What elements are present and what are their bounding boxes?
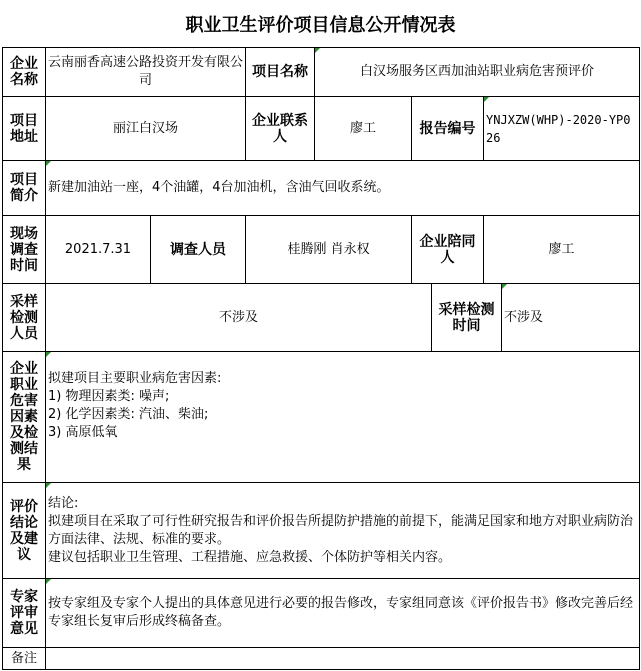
intro-label: 项目简介: [3, 161, 46, 216]
review-value: 按专家组及专家个人提出的具体意见进行必要的报告修改，专家组同意该《评价报告书》修改完善后经专家组长复审后形成终稿备查。: [46, 579, 640, 648]
conclusion-line: 建议包括职业卫生管理、工程措施、应急救援、个体防护等相关内容。: [48, 549, 452, 565]
review-label: 专家评审意见: [3, 579, 46, 648]
hazards-value: [46, 352, 640, 483]
remarks-label: 备注: [3, 648, 46, 670]
remarks-value: [46, 648, 640, 670]
company-value: 云南丽香高速公路投资开发有限公司: [46, 48, 246, 97]
contact-value: 廖工: [315, 97, 412, 161]
hazards-line: 拟建项目主要职业病危害因素:: [48, 371, 222, 386]
address-value: 丽江白汉场: [46, 97, 246, 161]
survey-staff-value: 桂腾刚 肖永权: [246, 216, 412, 284]
conclusion-line: 拟建项目在采取了可行性研究报告和评价报告所提防护措施的前提下，能满足国家和地方对职业病防治方面法律、法规、标准的要求。: [48, 513, 634, 547]
hazards-label: 企业职业危害因素及检测结果: [3, 352, 46, 483]
sampling-time-value: 不涉及: [502, 284, 640, 352]
hazards-line: 1) 物理因素类: 噪声;: [48, 389, 170, 404]
project-name-label: 项目名称: [246, 48, 315, 97]
sampling-staff-label: 采样检测人员: [3, 284, 46, 352]
report-no-value: YNJXZW(WHP)-2020-YP026: [484, 97, 640, 161]
conclusion-value: [46, 483, 640, 579]
escort-value: 廖工: [484, 216, 640, 284]
survey-staff-label: 调查人员: [151, 216, 246, 284]
survey-date: 2021.7.31: [46, 216, 151, 284]
conclusion-line: 结论:: [48, 495, 79, 511]
escort-label: 企业陪同人: [412, 216, 484, 284]
conclusion-label: 评价结论及建议: [3, 483, 46, 579]
survey-time-label: 现场调查时间: [3, 216, 46, 284]
address-label: 项目地址: [3, 97, 46, 161]
company-label: 企业名称: [3, 48, 46, 97]
hazards-line: 2) 化学因素类: 汽油、柴油;: [48, 407, 209, 422]
sampling-time-label: 采样检测时间: [432, 284, 502, 352]
report-no-label: 报告编号: [412, 97, 484, 161]
project-name-value: 白汉场服务区西加油站职业病危害预评价: [315, 48, 640, 97]
sampling-staff-value: 不涉及: [46, 284, 432, 352]
hazards-line: 3) 高原低氧: [48, 425, 118, 440]
intro-value: 新建加油站一座，4个油罐，4台加油机，含油气回收系统。: [46, 161, 640, 216]
page-title: 职业卫生评价项目信息公开情况表: [185, 14, 456, 36]
contact-label: 企业联系人: [246, 97, 315, 161]
info-table: [2, 47, 640, 670]
